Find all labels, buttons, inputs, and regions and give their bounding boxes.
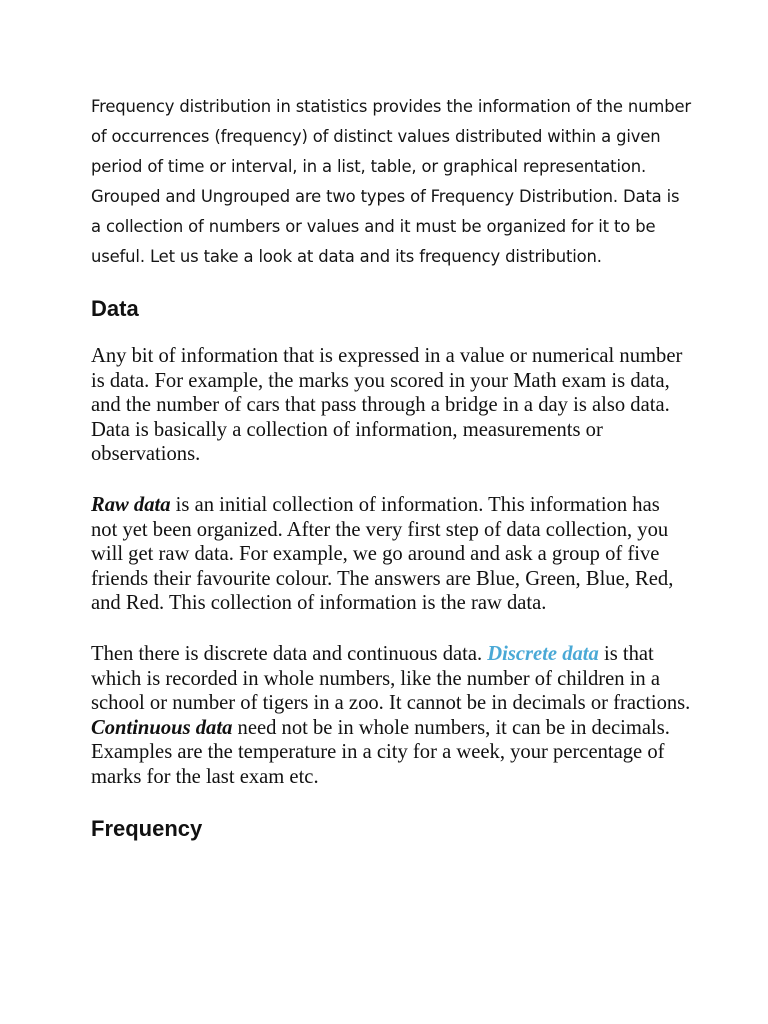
discrete-data-link[interactable]: Discrete data [487,642,599,665]
intro-paragraph: Frequency distribution in statistics provides the information of the number of occurrences (frequency) of distinct values distributed within a given period of time or interval, in a list, table, or graphical representation. Grouped and Ungrouped are two types of Frequency Distribution. Data is a collection of numbers or values and it must be organized for it to be useful. Let us take a look at data and its frequency distribution. [91,97,691,266]
continuous-data-term: Continuous data [91,716,233,739]
continuous-data-text: need not be in whole numbers, it can be in decimals. Examples are the temperature in a city for a week, your percentage of marks for the last exam etc. [91,716,670,788]
discrete-data-text: is that which is recorded in whole numbers, like the number of children in a school or number of tigers in a zoo. It cannot be in decimals or fractions. [91,642,691,715]
discrete-continuous-paragraph [91,642,691,790]
discrete-lead-text: Then there is discrete data and continuous data. [91,642,488,665]
raw-data-text: is an initial collection of information. This information has not yet been organized. After the very first step of data collection, you will get raw data. For example, we go around and ask a group of five friends their favourite colour. The answers are Blue, Green, Blue, Red, and Red. This collection of information is the raw data. [91,493,674,615]
raw-data-term: Raw data [91,493,171,516]
raw-data-paragraph [91,493,691,616]
data-definition-paragraph: Any bit of information that is expressed in a value or numerical number is data. For example, the marks you scored in your Math exam is data, and the number of cars that pass through a bridge in a day is also data. Data is basically a collection of information, measurements or observations. [91,345,683,466]
document-page [91,92,691,864]
heading-data: Data [91,296,139,321]
heading-frequency: Frequency [91,815,203,841]
